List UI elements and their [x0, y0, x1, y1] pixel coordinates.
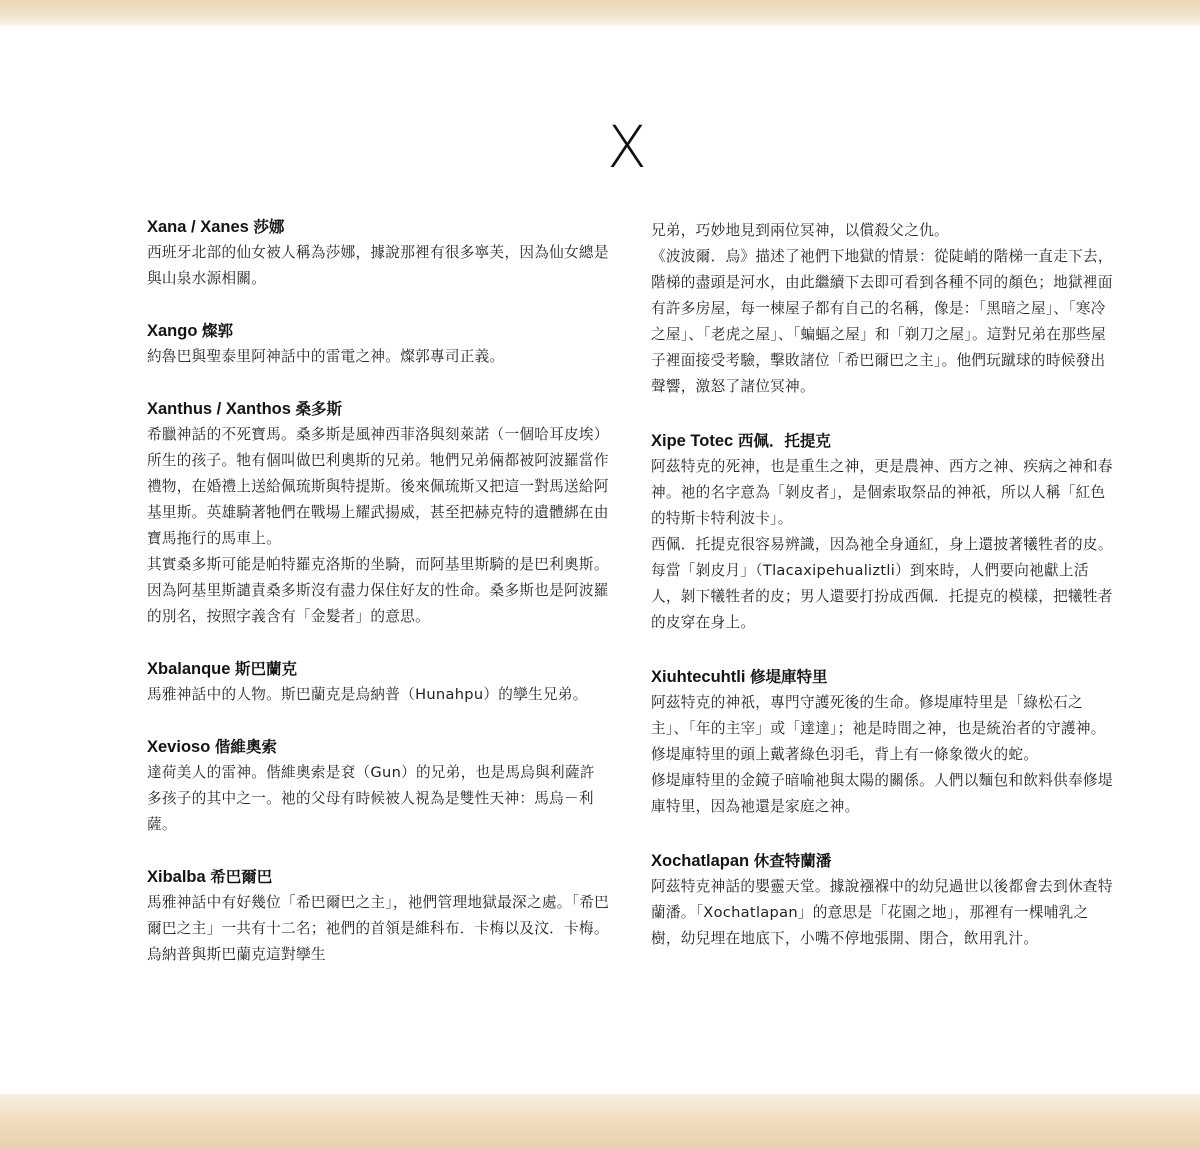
entry-term — [651, 848, 1113, 874]
entry-term-chinese: 休查特蘭潘 — [753, 852, 832, 870]
entry-term — [147, 656, 609, 682]
entry-paragraph: 西佩．托提克很容易辨識，因為祂全身通紅，身上還披著犧牲者的皮。每當「剝皮月」（Tlacaxipehualiztli）到來時，人們要向祂獻上活人，剝下犧牲者的皮；男人還要打扮成西佩．托提克的模樣，把犧牲者的皮穿在身上。 — [651, 536, 1113, 631]
entry-term — [147, 214, 609, 240]
entry-term-latin: Xana / Xanes — [147, 218, 249, 236]
entry-term — [651, 428, 1113, 454]
entry-paragraph: 阿茲特克的死神，也是重生之神，更是農神、西方之神、疾病之神和春神。祂的名字意為「剝皮者」，是個索取祭品的神祇，所以人稱「紅色的特斯卡特利波卡」。 — [651, 458, 1113, 527]
entry-term-chinese: 偕維奧索 — [214, 738, 277, 756]
entry-term-chinese: 希巴爾巴 — [210, 868, 273, 886]
entry-paragraph: 馬雅神話中有好幾位「希巴爾巴之主」，祂們管理地獄最深之處。「希巴爾巴之主」一共有十二名；祂們的首領是維科布．卡梅以及汶．卡梅。烏納普與斯巴蘭克這對孿生 — [147, 894, 610, 963]
entry-term-latin: Xbalanque — [147, 660, 231, 678]
entry-paragraph: 阿茲特克神話的嬰靈天堂。據說襁褓中的幼兒過世以後都會去到休查特蘭潘。「Xochatlapan」的意思是「花園之地」，那裡有一棵哺乳之樹，幼兒埋在地底下，小嘴不停地張開、閉合，飲用乳汁。 — [651, 878, 1113, 947]
entry-term — [147, 318, 609, 344]
glossary-entry — [147, 396, 609, 630]
entry-paragraph: 其實桑多斯可能是帕特羅克洛斯的坐騎，而阿基里斯騎的是巴利奧斯。因為阿基里斯譴責桑多斯沒有盡力保住好友的性命。桑多斯也是阿波羅的別名，按照字義含有「金髮者」的意思。 — [147, 556, 609, 625]
entry-term-chinese: 燦郭 — [202, 322, 234, 340]
entry-term-latin: Xevioso — [147, 738, 211, 756]
glossary-entry — [651, 664, 1113, 820]
entry-term — [147, 396, 609, 422]
glossary-entry — [147, 214, 609, 292]
entry-paragraph: 馬雅神話中的人物。斯巴蘭克是烏納普（Hunahpu）的孿生兄弟。 — [147, 686, 588, 703]
entry-term-latin: Xochatlapan — [651, 852, 750, 870]
entry-term-chinese: 莎娜 — [253, 218, 285, 236]
entry-term-latin: Xanthus / Xanthos — [147, 400, 291, 418]
entry-term-latin: Xipe Totec — [651, 432, 734, 450]
entry-term — [147, 864, 609, 890]
glossary-entry — [651, 218, 1113, 400]
entry-term-chinese: 桑多斯 — [295, 400, 343, 418]
entry-paragraph: 兄弟，巧妙地見到兩位冥神，以償殺父之仇。 — [651, 222, 949, 239]
entry-term-chinese: 修堤庫特里 — [750, 668, 828, 686]
entry-paragraph: 阿茲特克的神祇，專門守護死後的生命。修堤庫特里是「綠松石之主」、「年的主宰」或「達達」；祂是時間之神，也是統治者的守護神。修堤庫特里的頭上戴著綠色羽毛，背上有一條象徵火的蛇。 — [651, 694, 1106, 763]
glossary-entry — [147, 318, 609, 370]
glossary-entry — [651, 848, 1113, 952]
right-column — [651, 218, 1113, 980]
entry-term-latin: Xango — [147, 322, 198, 340]
glossary-entry — [147, 734, 609, 838]
entry-term-chinese: 西佩．托提克 — [737, 432, 831, 450]
left-column — [147, 214, 609, 994]
entry-paragraph: 約魯巴與聖泰里阿神話中的雷電之神。燦郭專司正義。 — [147, 348, 505, 365]
glossary-entry — [147, 656, 609, 708]
glossary-entry — [147, 864, 609, 968]
entry-paragraph: 《波波爾．烏》描述了祂們下地獄的情景：從陡峭的階梯一直走下去，階梯的盡頭是河水，由此繼續下去即可看到各種不同的顏色；地獄裡面有許多房屋，每一棟屋子都有自己的名稱，像是：「黑暗之屋」、「寒冷之屋」、「老虎之屋」、「蝙蝠之屋」和「剃刀之屋」。這對兄弟在那些屋子裡面接受考驗，擊敗諸位「希巴爾巴之主」。他們玩蹴球的時候發出聲響，激怒了諸位冥神。 — [651, 248, 1113, 395]
section-letter: X — [607, 113, 647, 181]
entry-paragraph: 達荷美人的雷神。偕維奧索是袞（Gun）的兄弟，也是馬烏與利薩許多孩子的其中之一。祂的父母有時候被人視為是雙性天神：馬烏－利薩。 — [147, 764, 595, 833]
entry-term — [651, 664, 1113, 690]
entry-paragraph: 希臘神話的不死寶馬。桑多斯是風神西菲洛與刻萊諾（一個哈耳皮埃）所生的孩子。牠有個叫做巴利奧斯的兄弟。牠們兄弟倆都被阿波羅當作禮物，在婚禮上送給佩琉斯與特提斯。後來佩琉斯又把這一對馬送給阿基里斯。英雄騎著牠們在戰場上耀武揚威，甚至把赫克特的遺體綁在由寶馬拖行的馬車上。 — [147, 426, 609, 547]
entry-term — [147, 734, 609, 760]
entry-term-latin: Xibalba — [147, 868, 206, 886]
top-paper-band — [0, 0, 1200, 26]
glossary-entry — [651, 428, 1113, 636]
entry-paragraph: 西班牙北部的仙女被人稱為莎娜，據說那裡有很多寧芙，因為仙女總是與山泉水源相關。 — [147, 244, 609, 287]
entry-paragraph: 修堤庫特里的金鏡子暗喻祂與太陽的關係。人們以麵包和飲料供奉修堤庫特里，因為祂還是家庭之神。 — [651, 772, 1113, 815]
entry-term-latin: Xiuhtecuhtli — [651, 668, 746, 686]
bottom-paper-band — [0, 1094, 1200, 1149]
entry-term-chinese: 斯巴蘭克 — [235, 660, 298, 678]
